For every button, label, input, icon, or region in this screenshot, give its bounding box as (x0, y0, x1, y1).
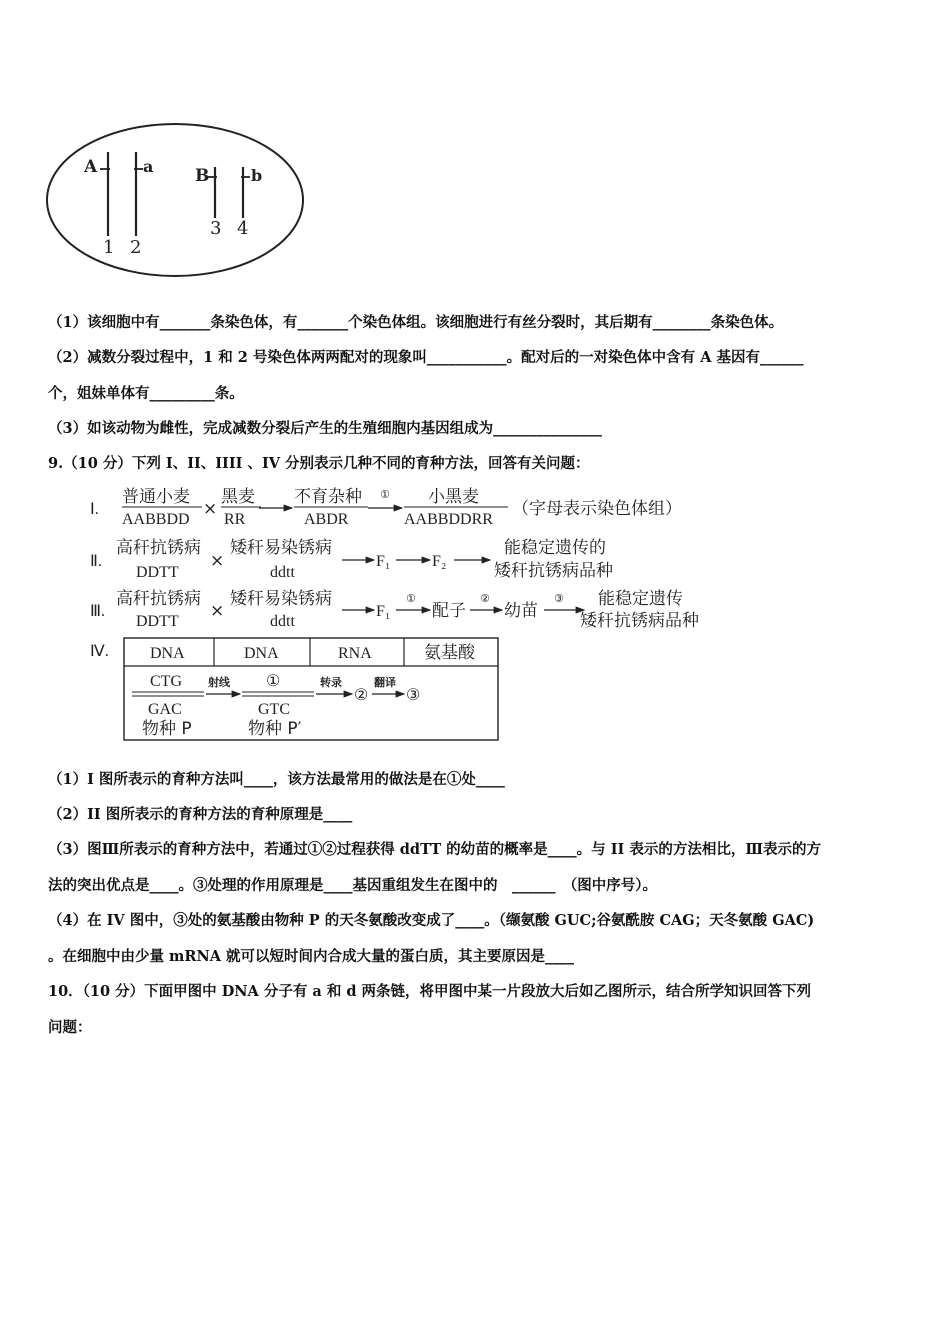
gene-a-label: a (143, 157, 154, 176)
row3-gametes: 配子 (432, 601, 466, 621)
row1-abdr: ABDR (304, 511, 349, 528)
row3-seedlings: 幼苗 (504, 601, 538, 621)
row4-step1: ① (266, 673, 281, 690)
row1-rye: 黑麦 (221, 487, 255, 507)
row3-f1: F₁ (376, 603, 391, 620)
q8-part3: （3）如该动物为雌性，完成减数分裂后产生的生殖细胞内基因组成为_______________ (48, 420, 602, 437)
row1-common-wheat: 普通小麦 (122, 487, 190, 507)
q9-part3-line2: 法的突出优点是____。③处理的作用原理是____基因重组发生在图中的 ______ （图中序号）。 (48, 877, 657, 894)
q10-title-line1: 10．（10 分）下面甲图中 DNA 分子有 a 和 d 两条链，将甲图中某一片段放大后如乙图所示，结合所学知识回答下列 (48, 983, 812, 1000)
row4-header-dna1: DNA (150, 645, 185, 662)
row4-header-rna: RNA (338, 645, 372, 662)
row3-step2-label: ② (480, 592, 490, 605)
gene-A-label: A (84, 157, 98, 177)
row2-result-line2: 矮秆抗锈病品种 (494, 561, 613, 581)
row4-header-dna2: DNA (244, 645, 279, 662)
row2-f2: F₂ (432, 553, 447, 570)
gene-b-label: b (251, 166, 263, 185)
row1-triticale: 小黑麦 (428, 487, 479, 507)
row4-number: Ⅳ. (90, 643, 109, 660)
row4-ctg: CTG (150, 673, 182, 690)
row1-sterile-hybrid: 不育杂种 (294, 487, 362, 507)
row1-cross: × (203, 499, 218, 519)
row2-result-line1: 能稳定遗传的 (504, 538, 606, 558)
breeding-methods-figure (84, 480, 724, 748)
row1-rr: RR (224, 511, 246, 528)
row4-species-p: 物种 P (142, 719, 192, 739)
row3-tall-resistant: 高秆抗锈病 (116, 589, 201, 609)
chromosome-number-1: 1 (103, 237, 115, 258)
row4-step2: ② (354, 687, 369, 704)
row1-step1-label: ① (380, 488, 390, 501)
q9-part1: （1）I 图所表示的育种方法叫____，该方法最常用的做法是在①处____ (48, 771, 505, 788)
row2-short-susceptible: 矮秆易染锈病 (230, 538, 332, 558)
row4-translation: 翻译 (374, 676, 396, 689)
row2-number: Ⅱ. (90, 553, 102, 570)
row2-tall-resistant: 高秆抗锈病 (116, 538, 201, 558)
row2-cross: × (210, 551, 225, 571)
q8-part2-line2: 个，姐妹单体有_________条。 (48, 385, 244, 402)
row4-radiation: 射线 (208, 676, 230, 689)
row4-gac: GAC (148, 701, 182, 718)
chromosome-cell-figure (44, 122, 314, 282)
gene-B-label: B (195, 166, 210, 186)
q9-title: 9.（10 分）下列 I、II、IIII 、IV 分别表示几种不同的育种方法，回答有关问题： (48, 455, 590, 472)
row3-step1-label: ① (406, 592, 416, 605)
row4-header-amino-acid: 氨基酸 (424, 643, 475, 663)
q9-part3-line1: （3）图Ⅲ所表示的育种方法中，若通过①②过程获得 ddTT 的幼苗的概率是____。与 II 表示的方法相比，Ⅲ表示的方 (48, 841, 821, 858)
q9-part2: （2）II 图所表示的育种方法的育种原理是____ (48, 806, 353, 823)
q9-part4-line1: （4）在 IV 图中，③处的氨基酸由物种 P 的天冬氨酸改变成了____。（缬氨酸 GUC;谷氨酰胺 CAG；天冬氨酸 GAC) (48, 912, 815, 929)
row3-number: Ⅲ. (90, 603, 106, 620)
cell-outline (47, 124, 303, 276)
row4-gtc: GTC (258, 701, 290, 718)
row1-aabbddrr: AABBDDRR (404, 511, 493, 528)
row2-f1: F₁ (376, 553, 391, 570)
row4-step3: ③ (406, 687, 421, 704)
q9-part4-line2: 。在细胞中由少量 mRNA 就可以短时间内合成大量的蛋白质，其主要原因是____ (48, 948, 574, 965)
row3-result-line1: 能稳定遗传 (598, 589, 683, 609)
chromosome-number-4: 4 (237, 218, 249, 239)
chromosome-number-2: 2 (130, 237, 142, 258)
q10-title-line2: 问题： (48, 1019, 92, 1036)
chromosome-number-3: 3 (210, 218, 222, 239)
row3-result-line2: 矮秆抗锈病品种 (580, 611, 699, 631)
row2-ddtt-lower: ddtt (270, 564, 295, 581)
row1-aabbdd: AABBDD (122, 511, 190, 528)
row3-ddtt-upper: DDTT (136, 613, 179, 630)
row4-species-p-prime: 物种 P′ (248, 719, 302, 739)
row4-transcription: 转录 (320, 676, 342, 689)
row3-ddtt-lower: ddtt (270, 613, 295, 630)
row2-ddtt-upper: DDTT (136, 564, 179, 581)
q8-part1: （1）该细胞中有_______条染色体，有_______个染色体组。该细胞进行有丝分裂时，其后期有________条染色体。 (48, 314, 784, 331)
row3-cross: × (210, 601, 225, 621)
q8-part2-line1: （2）减数分裂过程中，1 和 2 号染色体两两配对的现象叫___________。配对后的一对染色体中含有 A 基因有______ (48, 349, 804, 366)
row1-note: （字母表示染色体组） (512, 499, 682, 519)
row1-number: Ⅰ. (90, 501, 99, 518)
row3-short-susceptible: 矮秆易染锈病 (230, 589, 332, 609)
row3-step3-label: ③ (554, 592, 564, 605)
